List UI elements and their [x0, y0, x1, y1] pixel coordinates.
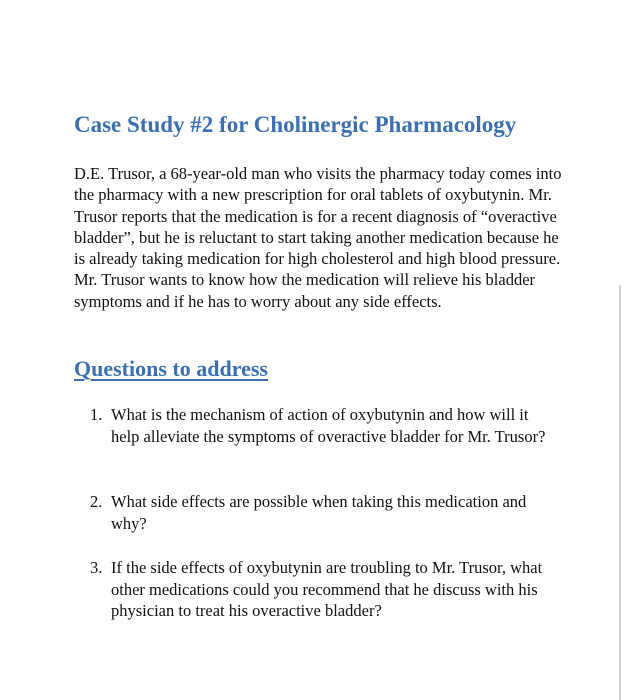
- question-item: [90, 491, 560, 534]
- page-edge-divider: [619, 285, 621, 700]
- questions-heading: Questions to address: [74, 356, 268, 381]
- question-item: [90, 404, 560, 447]
- question-text: What is the mechanism of action of oxybutynin and how will it help alleviate the symptoms of overactive bladder for Mr. Trusor?: [111, 405, 546, 446]
- question-number: 2.: [90, 492, 103, 511]
- question-text: If the side effects of oxybutynin are troubling to Mr. Trusor, what other medications could you recommend that he discuss with his physician to treat his overactive bladder?: [111, 558, 543, 620]
- question-number: 3.: [90, 558, 103, 577]
- question-number: 1.: [90, 405, 103, 424]
- case-description: D.E. Trusor, a 68-year-old man who visits the pharmacy today comes into the pharmacy with a new prescription for oral tablets of oxybutynin. Mr. Trusor reports that the medication is for a recent diagnosis of “overactive bladder”, but he is reluctant to start taking another medication because he is already taking medication for high cholesterol and high blood pressure. Mr. Trusor wants to know how the medication will relieve his bladder symptoms and if he has to worry about any side effects.: [74, 164, 562, 311]
- question-text: What side effects are possible when taking this medication and why?: [111, 492, 527, 533]
- page-title: Case Study #2 for Cholinergic Pharmacology: [74, 112, 517, 137]
- question-item: [90, 557, 560, 622]
